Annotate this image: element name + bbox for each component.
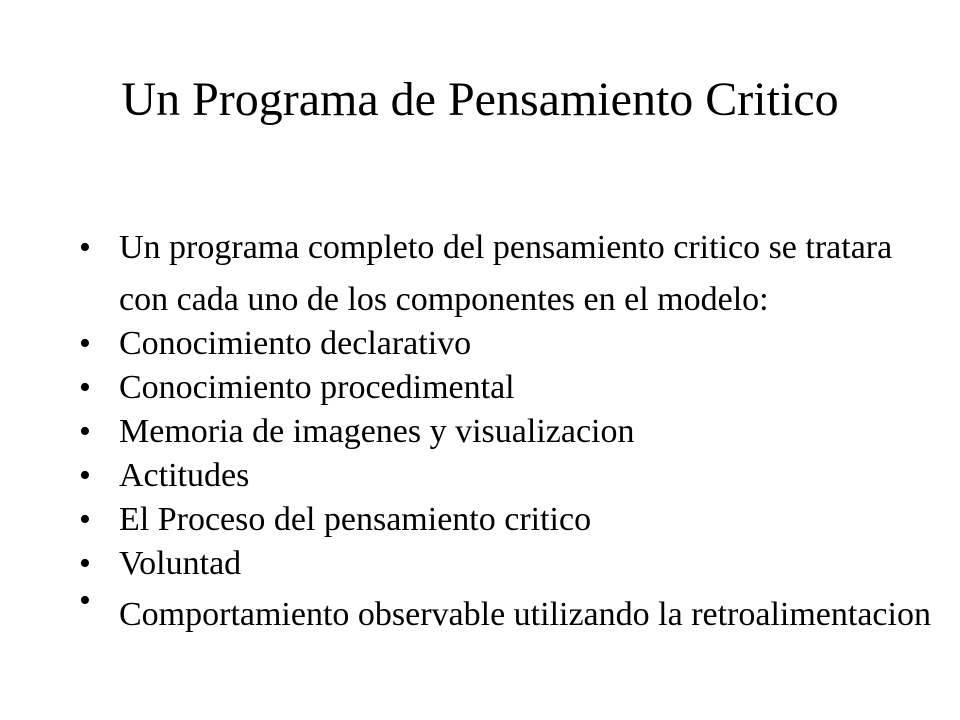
bullet-item	[76, 582, 936, 633]
slide-title: Un Programa de Pensamiento Critico	[121, 73, 839, 126]
bullet-text: Conocimiento declarativo	[119, 325, 472, 362]
bullet-text: El Proceso del pensamiento critico	[119, 501, 592, 538]
bullet-text: Comportamiento observable utilizando la retroalimentacion	[119, 596, 931, 633]
bullet-list	[76, 222, 936, 633]
bullet-text: Un programa completo del pensamiento critico se tratara con cada uno de los componentes en el modelo:	[119, 229, 893, 318]
bullet-icon: •	[79, 369, 91, 406]
bullet-icon: •	[79, 325, 91, 362]
bullet-item	[76, 222, 936, 326]
bullet-icon: •	[79, 457, 91, 494]
bullet-item	[76, 322, 936, 366]
bullet-icon: •	[79, 413, 91, 450]
bullet-icon: •	[79, 545, 91, 582]
bullet-item	[76, 410, 936, 454]
bullet-text: Voluntad	[119, 545, 242, 582]
bullet-item	[76, 498, 936, 542]
bullet-text: Conocimiento procedimental	[119, 369, 515, 406]
bullet-icon: •	[79, 229, 91, 266]
bullet-item	[76, 542, 936, 586]
bullet-text: Memoria de imagenes y visualizacion	[119, 413, 635, 450]
bullet-text: Actitudes	[119, 457, 250, 494]
bullet-item	[76, 366, 936, 410]
bullet-icon: •	[79, 582, 91, 619]
bullet-icon: •	[79, 501, 91, 538]
bullet-item	[76, 454, 936, 498]
